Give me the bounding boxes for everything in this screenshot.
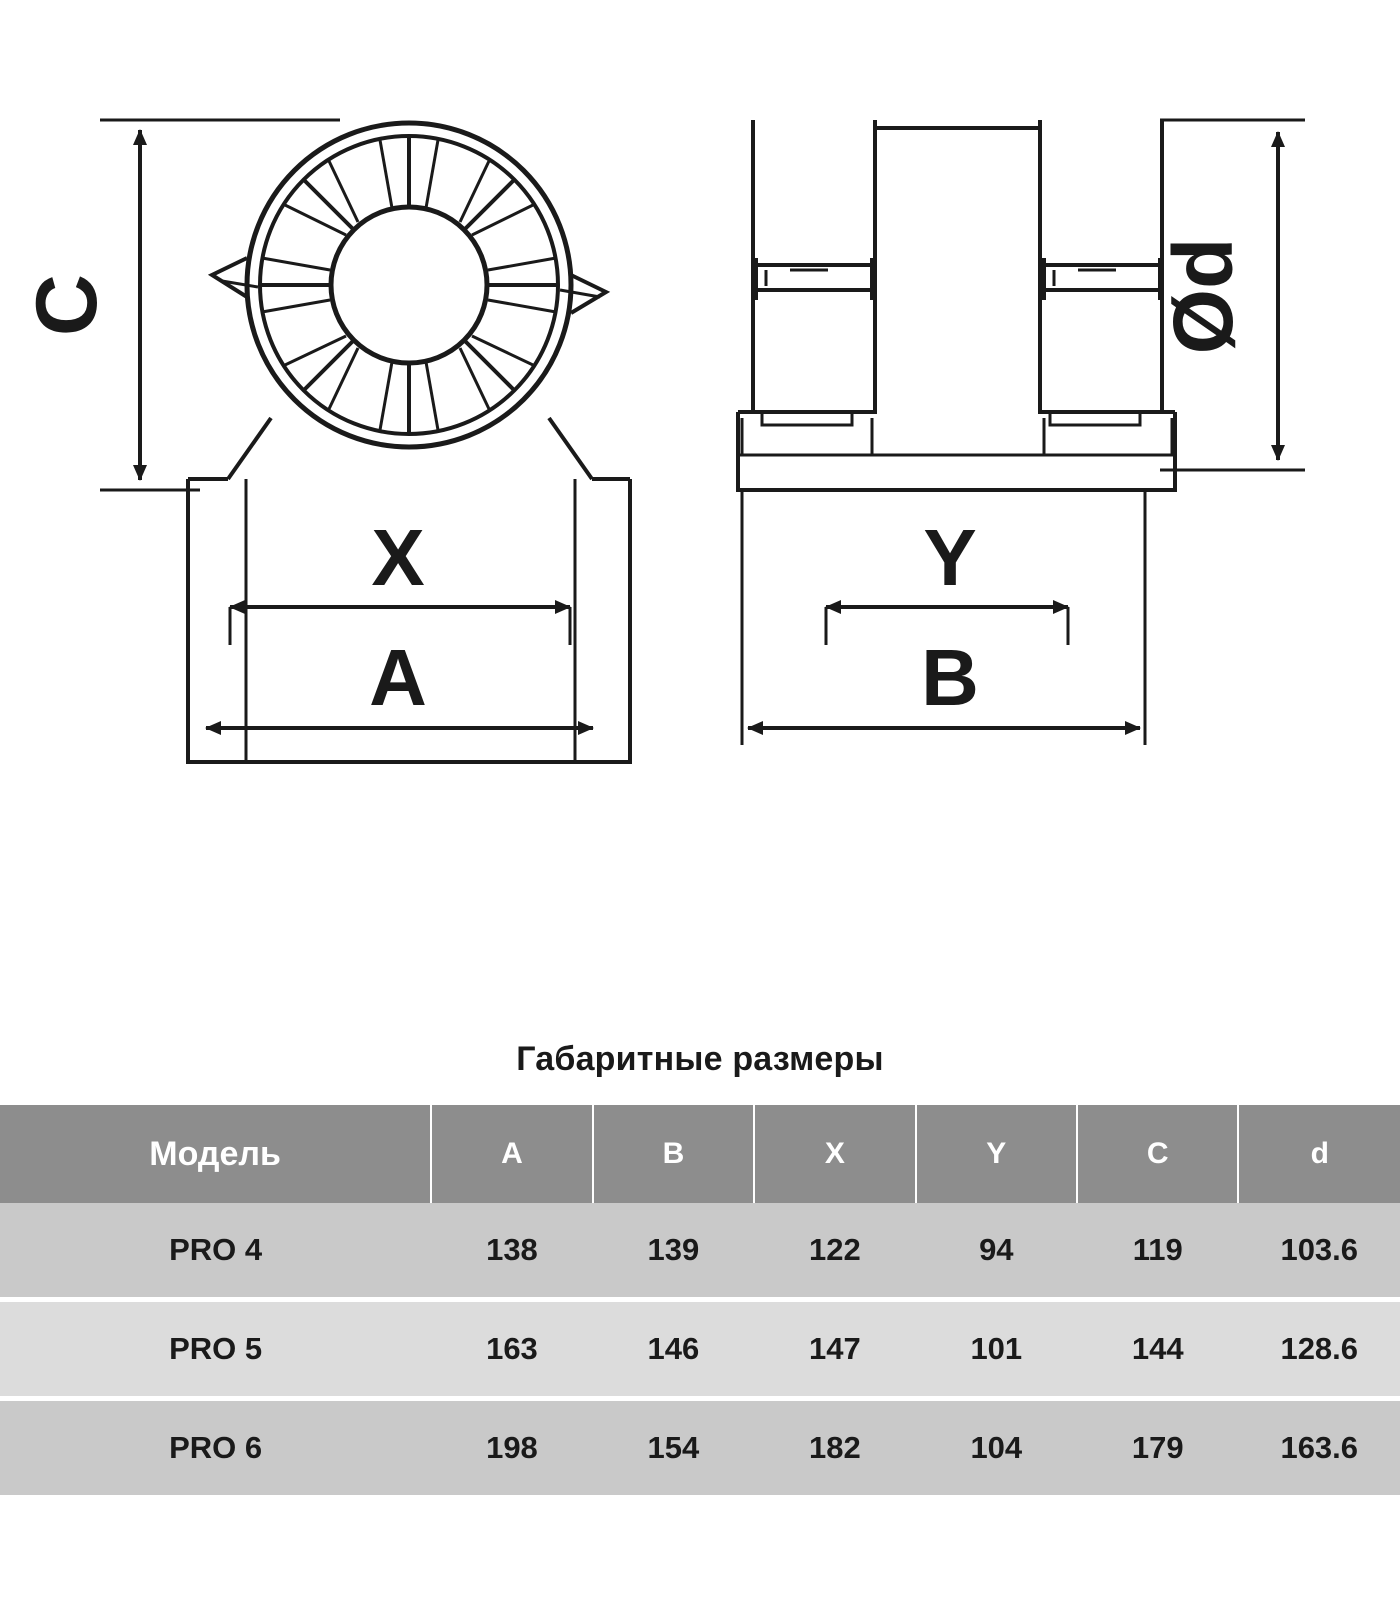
col-header-b: B xyxy=(593,1105,754,1203)
cell-y: 94 xyxy=(916,1203,1077,1300)
cell-x: 182 xyxy=(754,1399,915,1498)
table-row xyxy=(0,1300,1400,1399)
cell-c: 179 xyxy=(1077,1399,1238,1498)
cell-y: 104 xyxy=(916,1399,1077,1498)
dimension-c xyxy=(19,130,140,480)
table-title: Габаритные размеры xyxy=(516,1040,884,1078)
dimension-label-b: B xyxy=(921,633,979,722)
cell-d: 103.6 xyxy=(1238,1203,1400,1300)
dimension-label-c: C xyxy=(19,273,115,337)
col-header-x: X xyxy=(754,1105,915,1203)
cell-c: 144 xyxy=(1077,1300,1238,1399)
table-row xyxy=(0,1203,1400,1300)
col-header-model: Модель xyxy=(0,1105,431,1203)
cell-d: 163.6 xyxy=(1238,1399,1400,1498)
cell-b: 146 xyxy=(593,1300,754,1399)
dimension-label-a: A xyxy=(369,633,427,722)
dimension-label-d: Ød xyxy=(1156,237,1250,355)
cell-model: PRO 4 xyxy=(0,1203,431,1300)
col-header-c: C xyxy=(1077,1105,1238,1203)
cell-a: 163 xyxy=(431,1300,592,1399)
dimensions-table xyxy=(0,1105,1400,1500)
table-row xyxy=(0,1399,1400,1498)
cell-x: 147 xyxy=(754,1300,915,1399)
cell-y: 101 xyxy=(916,1300,1077,1399)
cell-a: 138 xyxy=(431,1203,592,1300)
dimension-label-x: X xyxy=(371,513,425,602)
table-header-row xyxy=(0,1105,1400,1203)
side-view-fan xyxy=(738,120,1175,490)
dimension-label-y: Y xyxy=(923,513,977,602)
cell-d: 128.6 xyxy=(1238,1300,1400,1399)
cell-b: 154 xyxy=(593,1399,754,1498)
dimension-a xyxy=(206,633,593,728)
col-header-a: A xyxy=(431,1105,592,1203)
col-header-d: d xyxy=(1238,1105,1400,1203)
cell-c: 119 xyxy=(1077,1203,1238,1300)
cell-model: PRO 5 xyxy=(0,1300,431,1399)
dimension-x xyxy=(230,513,570,645)
dimension-y xyxy=(826,513,1068,645)
cell-x: 122 xyxy=(754,1203,915,1300)
cell-a: 198 xyxy=(431,1399,592,1498)
dimensions-section xyxy=(0,1010,1400,1500)
cell-b: 139 xyxy=(593,1203,754,1300)
cell-model: PRO 6 xyxy=(0,1399,431,1498)
col-header-y: Y xyxy=(916,1105,1077,1203)
